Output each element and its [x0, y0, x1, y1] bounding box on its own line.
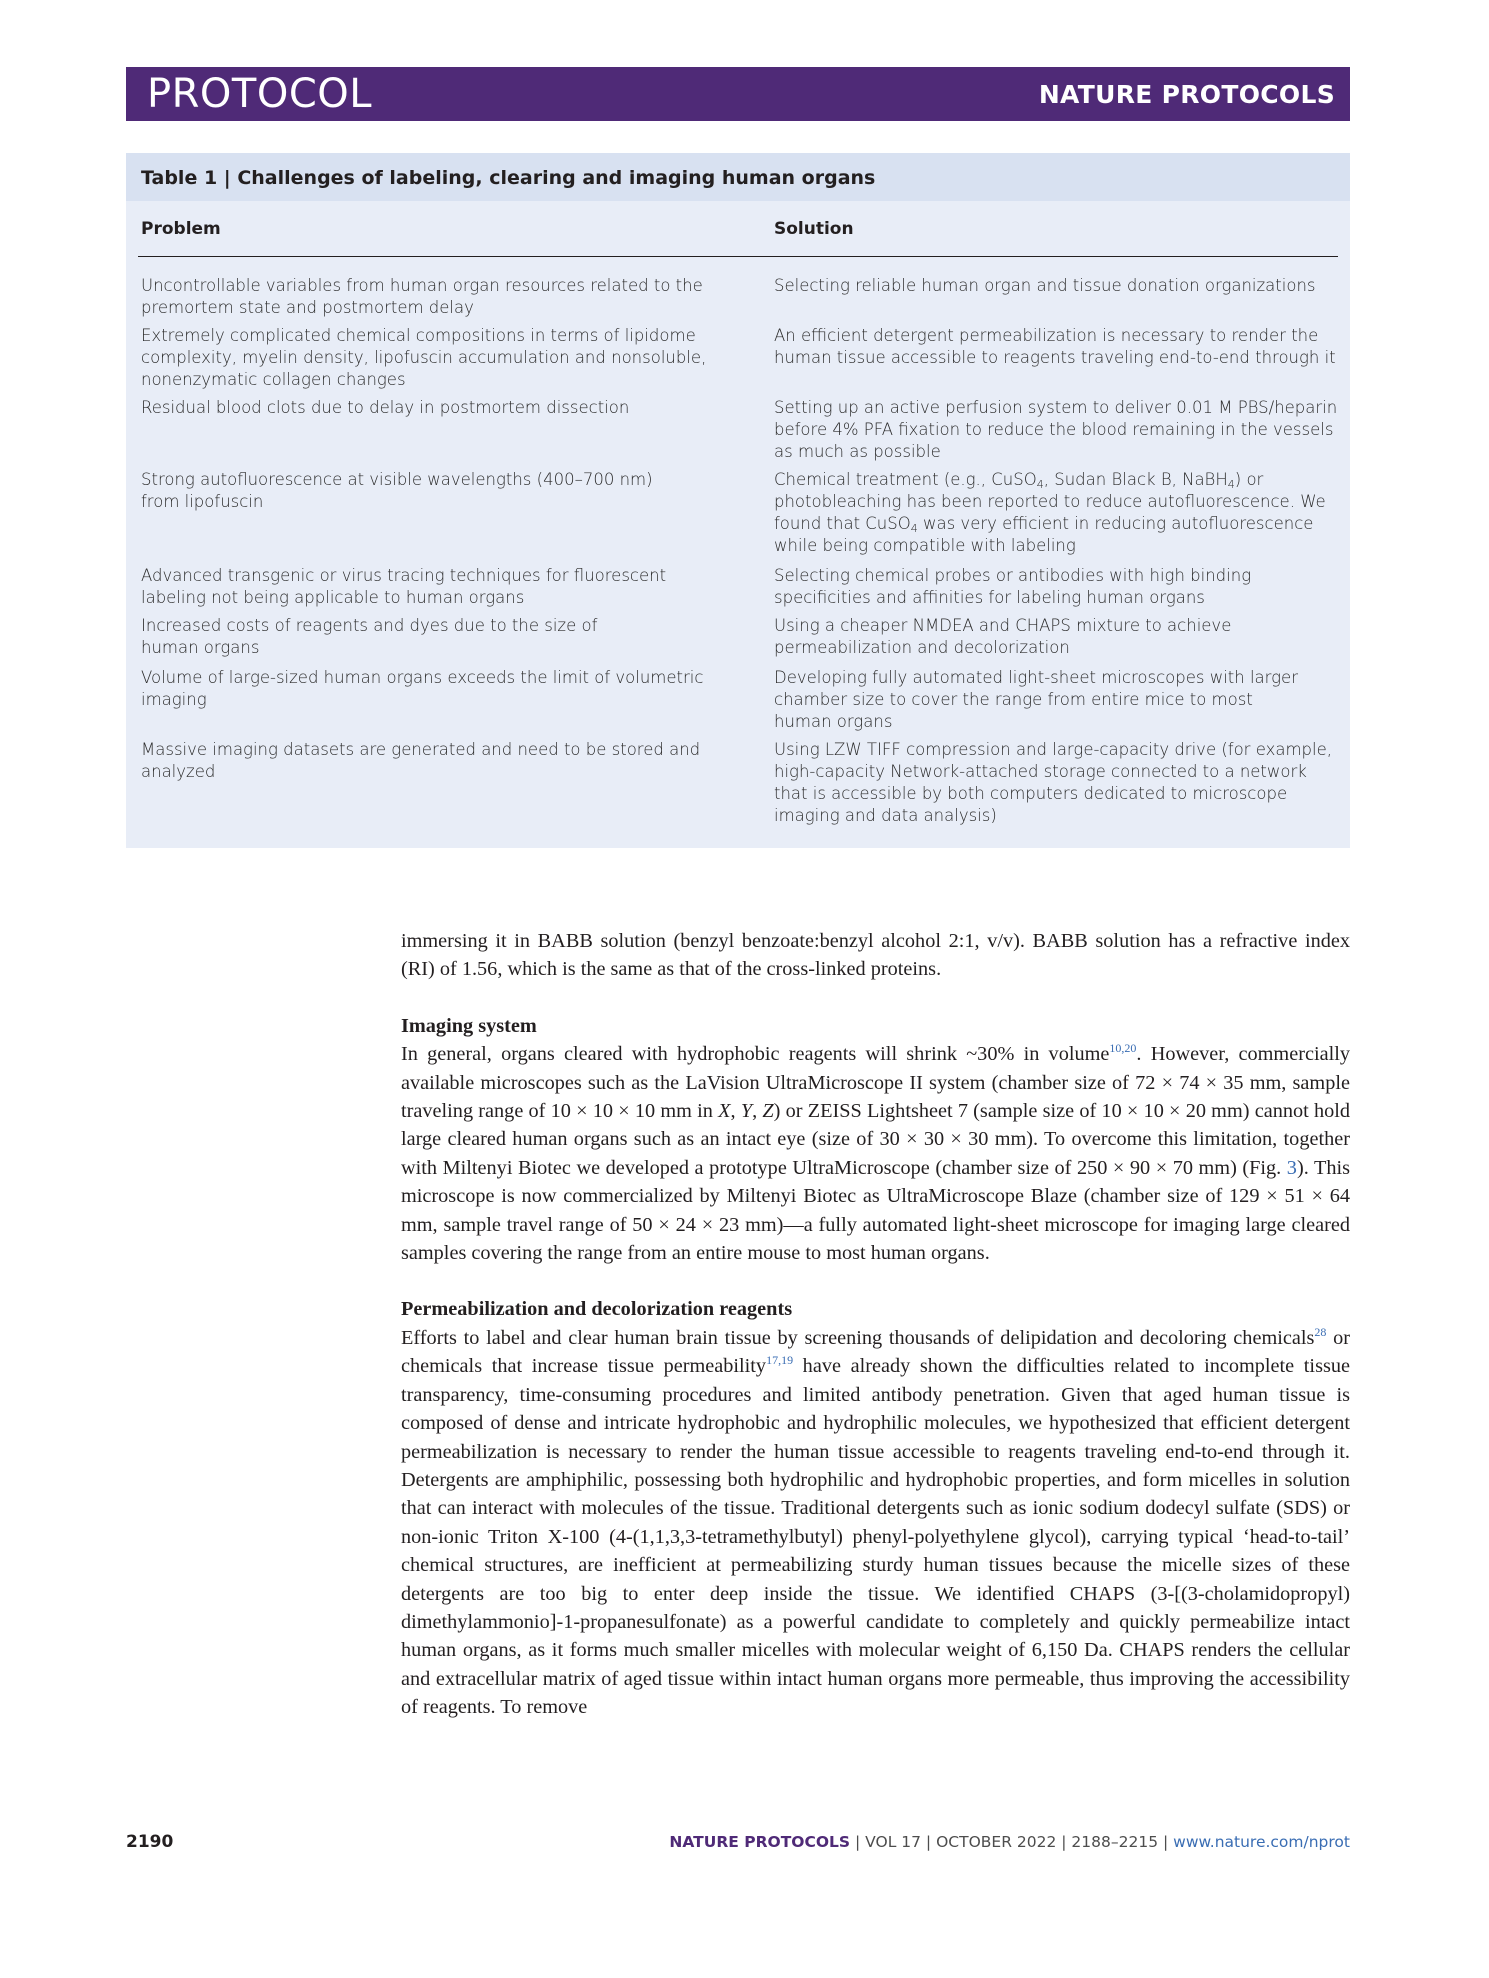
- citation-number: 17: [766, 1353, 779, 1368]
- solution-cell: [774, 469, 1344, 557]
- permeabilization-paragraph: [401, 1324, 1350, 1722]
- footer-date: OCTOBER 2022: [936, 1833, 1057, 1851]
- footer-journal: NATURE PROTOCOLS: [669, 1833, 851, 1851]
- text-run: ,: [752, 1100, 763, 1123]
- cell-line: before 4% PFA fixation to reduce the blood remaining in the vessels: [774, 420, 1334, 439]
- text-run: ,: [730, 1100, 741, 1123]
- footer-separator: |: [1158, 1833, 1174, 1851]
- cell-line: Developing fully automated light-sheet microscopes with larger: [774, 668, 1298, 687]
- cell-line: Advanced transgenic or virus tracing techniques for fluorescent: [141, 566, 667, 585]
- text-run: , Sudan Black B, NaBH: [1043, 470, 1228, 489]
- cell-line: [774, 513, 1344, 535]
- cell-line: [774, 491, 1344, 513]
- cell-line: permeabilization and decolorization: [774, 638, 1070, 657]
- cell-line: from lipofuscin: [141, 492, 264, 511]
- cell-line: Using a cheaper NMDEA and CHAPS mixture to achieve: [774, 616, 1232, 635]
- journal-header-bar: [126, 67, 1350, 121]
- cell-line: that is accessible by both computers dedicated to microscope: [774, 784, 1288, 803]
- text-run: ) or ZEISS Lightsheet 7 (sample size of 10 × 10 × 20 mm) cannot hold large cleared human organs such as an intact eye (size of 30 × 30 × 30 mm). To overcome this limitation, together with Miltenyi Biotec we developed a prototype UltraMicroscope (chamber size of 250 × 90 × 70 mm) (Fig.: [401, 1100, 1351, 1179]
- body-text-column: [401, 927, 1350, 1722]
- cell-line: Uncontrollable variables from human organ resources related to the: [141, 276, 703, 295]
- footer-url-link[interactable]: www.nature.com/nprot: [1173, 1833, 1350, 1851]
- cell-line: labeling not being applicable to human organs: [141, 588, 525, 607]
- cell-line: imaging and data analysis): [774, 806, 997, 825]
- footer-citation: [669, 1833, 1350, 1851]
- cell-line: nonenzymatic collagen changes: [141, 370, 406, 389]
- solution-cell: [774, 615, 1344, 659]
- cell-line: Residual blood clots due to delay in postmortem dissection: [141, 398, 630, 417]
- column-header-solution: Solution: [774, 219, 854, 239]
- text-run: Chemical treatment (e.g., CuSO: [774, 470, 1037, 489]
- cell-line: Extremely complicated chemical compositions in terms of lipidome: [141, 326, 696, 345]
- cell-line: premortem state and postmortem delay: [141, 298, 474, 317]
- figure-link[interactable]: 3: [1286, 1156, 1297, 1179]
- citation-link[interactable]: 28: [1314, 1324, 1327, 1339]
- citation-separator: ,: [1121, 1041, 1125, 1056]
- table-title: Table 1 | Challenges of labeling, clearing and imaging human organs: [126, 153, 1350, 201]
- problem-cell: [141, 469, 731, 513]
- cell-line: Increased costs of reagents and dyes due to the size of: [141, 616, 598, 635]
- solution-cell: [774, 565, 1344, 609]
- intro-paragraph: immersing it in BABB solution (benzyl benzoate:benzyl alcohol 2:1, v/v). BABB solution has a refractive index (RI) of 1.56, which is the same as that of the cross-linked proteins.: [401, 930, 1350, 981]
- axis-y: Y: [740, 1100, 753, 1123]
- journal-name: NATURE PROTOCOLS: [1038, 79, 1335, 109]
- text-run: have already shown the difficulties related to incomplete tissue transparency, time-consuming procedures and limited antibody penetration. Given that aged human tissue is composed of dense and intricate hydrophobic and hydrophilic molecules, we hypothesized that efficient detergent permeabilization is necessary to render the human tissue accessible to reagents traveling end-to-end through it. Detergents are amphiphilic, possessing both hydrophilic and hydrophobic properties, and form micelles in solution that can interact with molecules of the tissue. Traditional detergents such as ionic sodium dodecyl sulfate (SDS) or non-ionic Triton X-100 (4-(1,1,3,3-tetramethylbutyl) phenyl-polyethylene glycol), carrying typical ‘head-to-tail’ chemical structures, are inefficient at permeabilizing sturdy human tissues because the micelle sizes of these detergents are too big to enter deep inside the tissue. We identified CHAPS (3-[(3-cholamidopropyl) dimethylammonio]-1-propanesulfonate) as a powerful candidate to completely and quickly permeabilize intact human organs, as it forms much smaller micelles with molecular weight of 6,150 Da. CHAPS renders the cellular and extracellular matrix of aged tissue within intact human organs more permeable, thus improving the accessibility of reagents. To remove: [401, 1355, 1350, 1719]
- problem-cell: [141, 667, 731, 711]
- cell-line: [774, 469, 1344, 491]
- section-heading-imaging: Imaging system: [401, 1014, 537, 1037]
- table-1: [126, 153, 1350, 848]
- solution-cell: [774, 739, 1344, 827]
- cell-line: high-capacity Network-attached storage connected to a network: [774, 762, 1307, 781]
- problem-cell: [141, 565, 731, 609]
- cell-line: [774, 535, 1344, 557]
- text-run: while being compatible with labeling: [774, 536, 1076, 555]
- solution-cell: [774, 397, 1344, 463]
- cell-line: Strong autofluorescence at visible wavelengths (400–700 nm): [141, 470, 653, 489]
- problem-cell: [141, 275, 731, 319]
- problem-cell: [141, 397, 731, 419]
- citation-number: 20: [1124, 1041, 1137, 1056]
- axis-x: X: [718, 1100, 731, 1123]
- text-run: or chemicals that increase tissue permeability: [401, 1326, 1351, 1378]
- cell-line: An efficient detergent permeabilization is necessary to render the: [774, 326, 1319, 345]
- solution-cell: [774, 275, 1344, 297]
- text-run: ) or: [1234, 470, 1264, 489]
- footer-separator: |: [850, 1833, 866, 1851]
- cell-line: imaging: [141, 690, 207, 709]
- citation-number: 10: [1109, 1041, 1122, 1056]
- text-run: ). This microscope is now commercialized by Miltenyi Biotec as UltraMicroscope Blaze (chamber size of 129 × 51 × 64 mm, sample travel range of 50 × 24 × 23 mm)—a fully automated light-sheet microscope for imaging large cleared samples covering the range from an entire mouse to most human organs.: [401, 1156, 1350, 1265]
- text-run: In general, organs cleared with hydrophobic reagents will shrink ~30% in volume: [401, 1043, 1110, 1066]
- subscript: 4: [1036, 478, 1044, 491]
- section-label: PROTOCOL: [147, 71, 373, 117]
- citation-number: 19: [781, 1353, 794, 1368]
- cell-line: human organs: [141, 638, 260, 657]
- citation-separator: ,: [778, 1353, 782, 1368]
- subscript: 4: [1227, 478, 1235, 491]
- text-run: was very efficient in reducing autofluorescence: [917, 514, 1314, 533]
- cell-line: complexity, myelin density, lipofuscin accumulation and nonsoluble,: [141, 348, 707, 367]
- text-run: Efforts to label and clear human brain tissue by screening thousands of delipidation and decoloring chemicals: [401, 1326, 1315, 1349]
- solution-cell: [774, 325, 1344, 369]
- page-number: 2190: [126, 1832, 174, 1852]
- text-run: . However, commercially available microscopes such as the LaVision UltraMicroscope II system (chamber size of 72 × 74 × 35 mm, sample traveling range of 10 × 10 × 10 mm in: [401, 1043, 1350, 1123]
- column-header-problem: Problem: [141, 219, 221, 239]
- cell-line: human organs: [774, 712, 893, 731]
- cell-line: human tissue accessible to reagents traveling end-to-end through it: [774, 348, 1336, 367]
- text-run: found that CuSO: [774, 514, 911, 533]
- subscript: 4: [910, 522, 918, 535]
- cell-line: chamber size to cover the range from entire mice to most: [774, 690, 1253, 709]
- citation-link[interactable]: [1109, 1041, 1136, 1055]
- citation-link[interactable]: [766, 1353, 793, 1367]
- cell-line: analyzed: [141, 762, 216, 781]
- cell-line: Setting up an active perfusion system to deliver 0.01 M PBS/heparin: [774, 398, 1338, 417]
- table-header-rule: [138, 256, 1338, 257]
- footer-volume: VOL 17: [865, 1833, 921, 1851]
- cell-line: Using LZW TIFF compression and large-capacity drive (for example,: [774, 740, 1332, 759]
- cell-line: specificities and affinities for labeling human organs: [774, 588, 1205, 607]
- cell-line: Selecting reliable human organ and tissue donation organizations: [774, 276, 1316, 295]
- solution-cell: [774, 667, 1344, 733]
- text-run: photobleaching has been reported to reduce autofluorescence. We: [774, 492, 1326, 511]
- cell-line: Massive imaging datasets are generated and need to be stored and: [141, 740, 701, 759]
- footer-separator: |: [921, 1833, 937, 1851]
- imaging-paragraph: [401, 1040, 1350, 1267]
- cell-line: as much as possible: [774, 442, 941, 461]
- problem-cell: [141, 615, 731, 659]
- cell-line: Volume of large-sized human organs exceeds the limit of volumetric: [141, 668, 704, 687]
- problem-cell: [141, 325, 731, 391]
- axis-z: Z: [762, 1100, 774, 1123]
- footer-pages: 2188–2215: [1071, 1833, 1159, 1851]
- section-heading-permeabilization: Permeabilization and decolorization reagents: [401, 1298, 793, 1321]
- problem-cell: [141, 739, 731, 783]
- cell-line: Selecting chemical probes or antibodies with high binding: [774, 566, 1252, 585]
- footer-separator: |: [1056, 1833, 1072, 1851]
